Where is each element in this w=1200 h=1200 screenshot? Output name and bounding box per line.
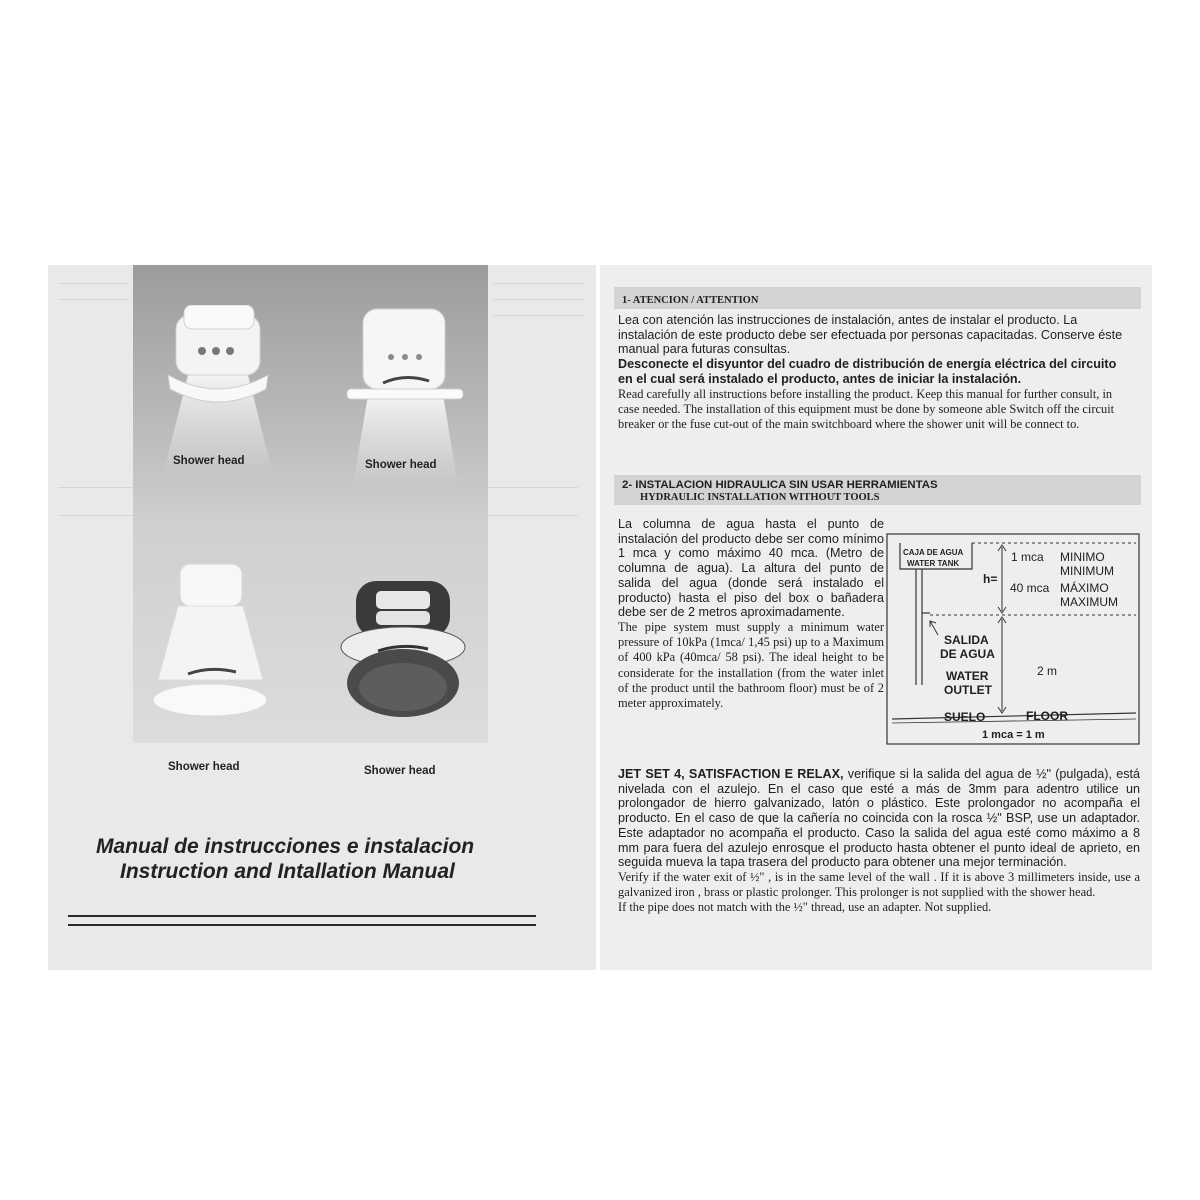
section-2-heading-spanish: 2- INSTALACION HIDRAULICA SIN USAR HERRAMIENTAS xyxy=(622,479,938,491)
instructions-page xyxy=(600,265,1152,970)
shower-heater-image xyxy=(158,305,278,475)
section-1-english-text: Read carefully all instructions before installing the product. Keep this manual for further consult, in case needed. The installation of this equipment must be done by someone able Switch off the circuit breaker or the fuse cut-out of the main switchboard where the shower unit will be connect to. xyxy=(618,386,1115,431)
manual-title-spanish: Manual de instrucciones e instalacion xyxy=(96,835,475,858)
diagram-outlet-english-2: OUTLET xyxy=(944,683,992,697)
section-1-body xyxy=(618,313,1130,432)
diagram-max-english: MAXIMUM xyxy=(1060,595,1118,609)
bleed-through-line xyxy=(58,283,128,284)
shower-heater-image xyxy=(148,560,273,720)
title-underline xyxy=(68,924,536,926)
product-caption: Shower head xyxy=(365,459,437,471)
manual-cover-page xyxy=(48,265,596,970)
section-3-english-note: If the pipe does not match with the ½" thread, use an adapter. Not supplied. xyxy=(618,900,992,915)
diagram-min-spanish: MINIMO xyxy=(1060,550,1105,564)
diagram-floor-spanish: SUELO xyxy=(944,710,986,724)
section-2-english-text: The pipe system must supply a minimum water pressure of 10kPa (1mca/ 1,45 psi) up to a Maximum of 400 kPa (40mca/ 58 psi). The ideal height to be considerate for the installation (from the water inlet of the product until the bathroom floor) must be of 2 meter approximately. xyxy=(618,619,884,710)
shower-heater-image xyxy=(343,305,468,485)
diagram-height-label: h= xyxy=(983,572,998,586)
section-2-body xyxy=(618,517,884,711)
product-caption: Shower head xyxy=(364,765,436,777)
shower-heater-image xyxy=(338,575,468,723)
section-3-heading: JET SET 4, SATISFACTION E RELAX, xyxy=(618,767,844,781)
manual-title-english: Instruction and Intallation Manual xyxy=(120,860,455,883)
bleed-through-line xyxy=(493,283,583,284)
section-3-english-text: Verify if the water exit of ½" , is in the same level of the wall . If it is above 3 millimeters inside, use a galvanized iron , brass or plastic prolonger. This prolonger is not supplied with the shower head. xyxy=(618,869,1140,900)
section-1-spanish-warning: Desconecte el disyuntor del cuadro de distribución de energía eléctrica del circuito en el cual será instalado el producto, antes de iniciar la instalación. xyxy=(618,357,1117,386)
diagram-max-spanish: MÁXIMO xyxy=(1060,581,1109,595)
title-underline xyxy=(68,915,536,917)
diagram-max-value: 40 mca xyxy=(1010,581,1050,595)
bleed-through-line xyxy=(493,299,583,300)
diagram-outlet-spanish: SALIDA xyxy=(944,633,989,647)
section-1-heading: 1- ATENCION / ATTENTION xyxy=(622,295,759,306)
diagram-min-english: MINIMUM xyxy=(1060,564,1114,578)
diagram-height-value: 2 m xyxy=(1037,664,1058,678)
section-3-body xyxy=(618,767,1140,916)
diagram-tank-label: CAJA DE AGUA xyxy=(903,548,964,557)
bleed-through-line xyxy=(493,315,583,316)
diagram-scale: 1 mca = 1 m xyxy=(982,729,1045,741)
product-caption: Shower head xyxy=(173,455,245,467)
diagram-outlet-english: WATER xyxy=(946,669,989,683)
diagram-min-value: 1 mca xyxy=(1011,550,1044,564)
diagram-tank-label-english: WATER TANK xyxy=(907,559,960,568)
section-1-spanish-text: Lea con atención las instrucciones de instalación, antes de instalar el producto. La instalación de este producto debe ser efectuada por personas capacitadas. Conserve éste manual para futuras consultas. xyxy=(618,313,1123,357)
bleed-through-line xyxy=(58,299,128,300)
section-2-spanish-text: La columna de agua hasta el punto de instalación del producto debe ser como mínimo 1 mca y como máximo 40 mca. (Metro de columna de agua). La altura del punto de salida del agua (donde será instalado el producto) hasta el piso del box o bañadera debe ser de 2 metros aproximadamente. xyxy=(618,517,884,620)
product-caption: Shower head xyxy=(168,761,240,773)
section-2-heading-english: HYDRAULIC INSTALLATION WITHOUT TOOLS xyxy=(640,492,880,503)
diagram-floor-english: FLOOR xyxy=(1026,709,1068,723)
section-3-spanish-text: verifique si la salida del agua de ½" (pulgada), está nivelada con el azulejo. En el caso que esté a más de 3mm para adentro utilice un prolongador de hierro galvanizado, latón o plástico. Este prolongador no acompaña el producto. En el caso de que la cañería no coincida con la rosca ½" BSP, use un adaptador. Este adaptador no acompaña el producto. Caso la salida del agua esté como máximo a 8 mm para fuera del azulejo enrosque el producto hasta obtener el punto ideal de aprieto, en seguida mueva la tapa trasera del producto para obtener una mejor terminación. xyxy=(618,767,1141,870)
diagram-outlet-spanish-2: DE AGUA xyxy=(940,647,995,661)
